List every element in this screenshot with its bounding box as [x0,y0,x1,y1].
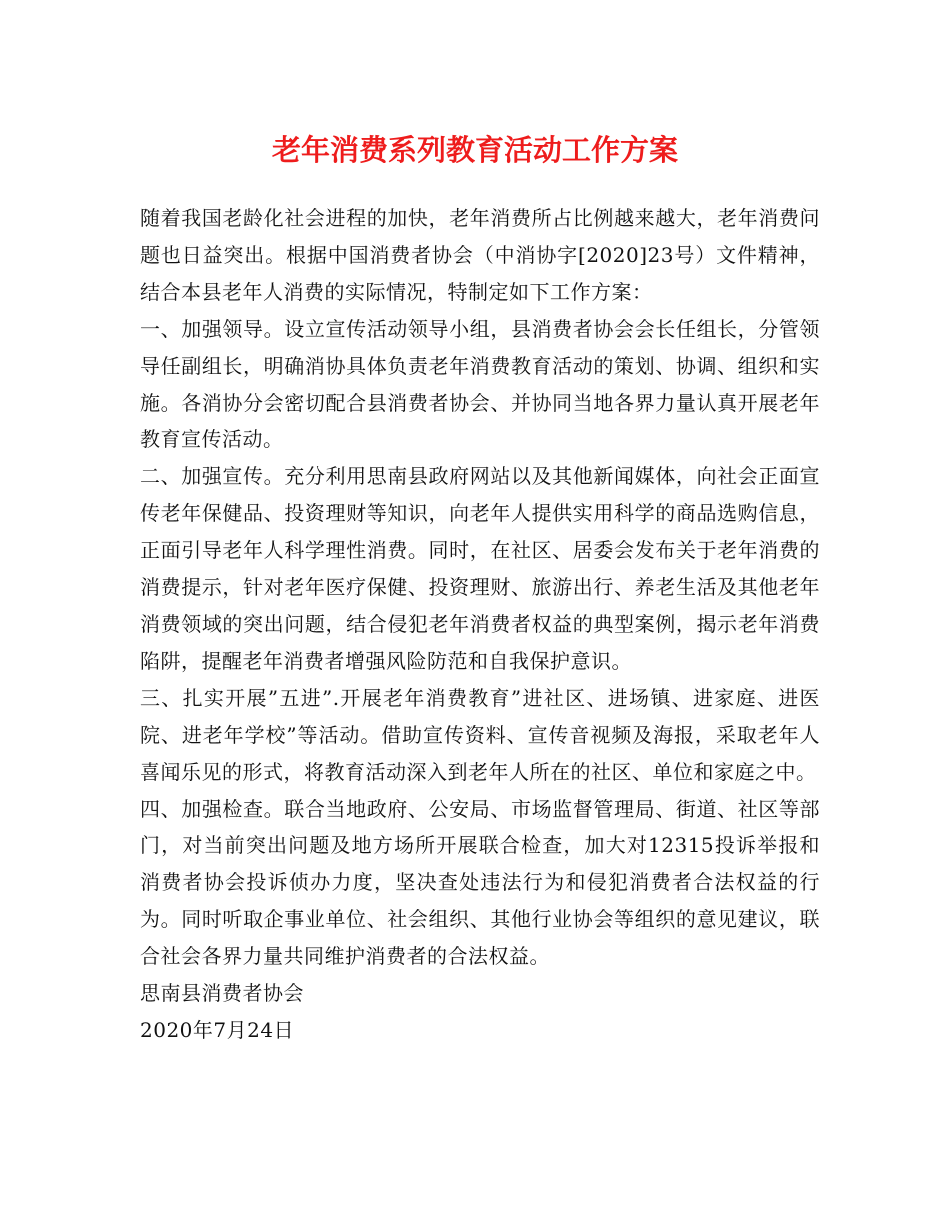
document-title: 老年消费系列教育活动工作方案 [271,133,678,167]
date-line: 2020年7月24日 [140,1017,295,1042]
document-body [140,200,820,1049]
section-3-paragraph: 三、扎实开展”五进”.开展老年消费教育”进社区、进场镇、进家庭、进医院、进老年学校”等活动。借助宣传资料、宣传音视频及海报，采取老年人喜闻乐见的形式，将教育活动深入到老年人所在的社区、单位和家庭之中。 [140,685,820,784]
signature-line: 思南县消费者协会 [140,981,304,1006]
section-2-paragraph: 二、加强宣传。充分利用思南县政府网站以及其他新闻媒体，向社会正面宣传老年保健品、投资理财等知识，向老年人提供实用科学的商品选购信息，正面引导老年人科学理性消费。同时，在社区、居委会发布关于老年消费的消费提示，针对老年医疗保健、投资理财、旅游出行、养老生活及其他老年消费领域的突出问题，结合侵犯老年消费者权益的典型案例，揭示老年消费陷阱，提醒老年消费者增强风险防范和自我保护意识。 [140,464,820,673]
section-1-paragraph: 一、加强领导。设立宣传活动领导小组，县消费者协会会长任组长，分管领导任副组长，明确消协具体负责老年消费教育活动的策划、协调、组织和实施。各消协分会密切配合县消费者协会、并协同当地各界力量认真开展老年教育宣传活动。 [140,316,820,452]
section-4-paragraph: 四、加强检查。联合当地政府、公安局、市场监督管理局、街道、社区等部门，对当前突出问题及地方场所开展联合检查，加大对12315投诉举报和消费者协会投诉侦办力度，坚决查处违法行为和侵犯消费者合法权益的行为。同时听取企事业单位、社会组织、其他行业协会等组织的意见建议，联合社会各界力量共同维护消费者的合法权益。 [140,796,820,969]
intro-paragraph: 随着我国老龄化社会进程的加快，老年消费所占比例越来越大，老年消费问题也日益突出。根据中国消费者协会（中消协字[2020]23号）文件精神，结合本县老年人消费的实际情况，特制定如下工作方案： [140,206,820,304]
